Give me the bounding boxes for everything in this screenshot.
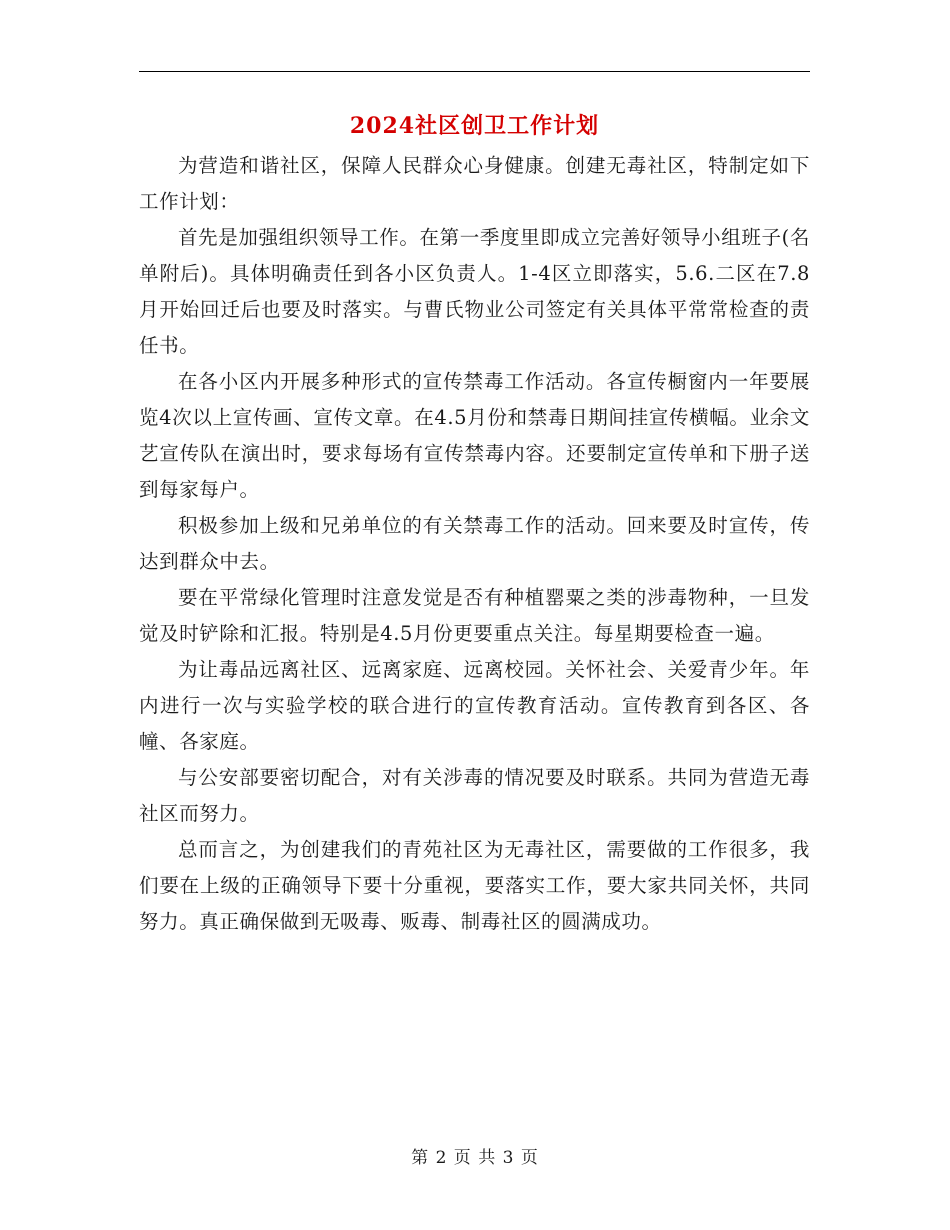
- paragraph-6: 为让毒品远离社区、远离家庭、远离校园。关怀社会、关爱青少年。年内进行一次与实验学校的联合进行的宣传教育活动。宣传教育到各区、各幢、各家庭。: [139, 658, 810, 753]
- paragraph-7: 与公安部要密切配合，对有关涉毒的情况要及时联系。共同为营造无毒社区而努力。: [139, 766, 810, 825]
- paragraph-8: 总而言之，为创建我们的青苑社区为无毒社区，需要做的工作很多，我们要在上级的正确领导下要十分重视，要落实工作，要大家共同关怀，共同努力。真正确保做到无吸毒、贩毒、制毒社区的圆满成功。: [139, 838, 810, 933]
- body-text: [139, 148, 810, 940]
- paragraph-2: 首先是加强组织领导工作。在第一季度里即成立完善好领导小组班子(名单附后)。具体明确责任到各小区负责人。1-4区立即落实，5.6.二区在7.8月开始回迁后也要及时落实。与曹氏物业公司签定有关具体平常常检查的责任书。: [139, 226, 810, 357]
- paragraph-4: 积极参加上级和兄弟单位的有关禁毒工作的活动。回来要及时宣传，传达到群众中去。: [139, 514, 810, 573]
- header-rule: [139, 71, 810, 72]
- page-title: 2024社区创卫工作计划: [349, 113, 600, 139]
- paragraph-5: 要在平常绿化管理时注意发觉是否有种植罂粟之类的涉毒物种，一旦发觉及时铲除和汇报。特别是4.5月份更要重点关注。每星期要检查一遍。: [139, 586, 810, 645]
- page-number-footer: 第 2 页 共 3 页: [411, 1148, 539, 1168]
- paragraph-3: 在各小区内开展多种形式的宣传禁毒工作活动。各宣传橱窗内一年要展览4次以上宣传画、宣传文章。在4.5月份和禁毒日期间挂宣传横幅。业余文艺宣传队在演出时，要求每场有宣传禁毒内容。还要制定宣传单和下册子送到每家每户。: [139, 370, 810, 501]
- paragraph-1: 为营造和谐社区，保障人民群众心身健康。创建无毒社区，特制定如下工作计划：: [139, 154, 810, 213]
